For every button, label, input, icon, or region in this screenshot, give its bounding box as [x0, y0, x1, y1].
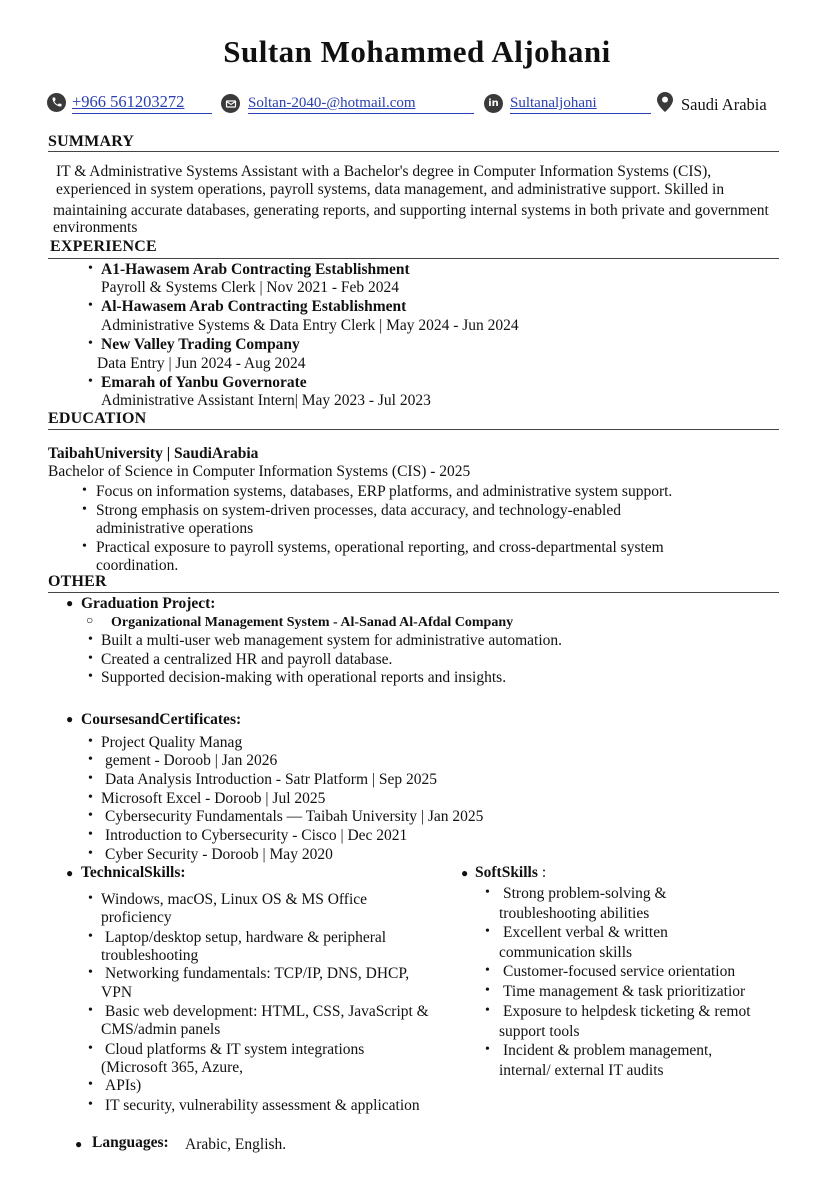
project-point: Supported decision-making with operational reports and insights. — [101, 669, 507, 686]
technical-skills-title: TechnicalSkills: — [81, 864, 186, 881]
soft-skill-line: support tools — [499, 1023, 580, 1040]
project-point: Built a multi-user web management system for administrative automation. — [101, 632, 563, 649]
graduation-project-title: Graduation Project: — [81, 595, 216, 612]
experience-company: A1-Hawasem Arab Contracting Establishment — [101, 261, 410, 278]
technical-skill-line: Windows, macOS, Linux OS & MS Office — [101, 891, 368, 908]
location-pin-icon — [657, 92, 673, 117]
courses-title: CoursesandCertificates: — [81, 711, 242, 728]
education-heading: EDUCATION — [48, 410, 147, 427]
education-degree: Bachelor of Science in Computer Information Systems (CIS) - 2025 — [48, 463, 471, 480]
technical-skill-line: IT security, vulnerability assessment & application — [105, 1097, 420, 1114]
course-item: Introduction to Cybersecurity - Cisco | Dec 2021 — [105, 827, 408, 844]
summary-line: experienced in system operations, payroll systems, data management, and administrative support. Skilled in — [56, 181, 725, 198]
soft-skill-line: Exposure to helpdesk ticketing & remot — [503, 1003, 751, 1020]
education-school: TaibahUniversity | SaudiArabia — [48, 445, 259, 462]
soft-skill-line: internal/ external IT audits — [499, 1062, 664, 1079]
technical-skill-line: APIs) — [105, 1077, 142, 1094]
soft-skills-title: SoftSkills : — [475, 864, 547, 881]
experience-role: Administrative Assistant Intern| May 2023 - Jul 2023 — [101, 392, 431, 409]
summary-line: IT & Administrative Systems Assistant with a Bachelor's degree in Computer Information Systems (CIS), — [56, 163, 712, 180]
technical-skill-line: Networking fundamentals: TCP/IP, DNS, DHCP, — [105, 965, 410, 982]
linkedin-contact[interactable] — [484, 94, 597, 113]
experience-role: Data Entry | Jun 2024 - Aug 2024 — [97, 355, 306, 372]
other-heading: OTHER — [48, 573, 107, 590]
project-point: Created a centralized HR and payroll database. — [101, 651, 393, 668]
soft-skill-line: Customer-focused service orientation — [503, 963, 736, 980]
graduation-project-name: Organizational Management System - Al-Sanad Al-Afdal Company — [111, 615, 514, 630]
experience-company: Al-Hawasem Arab Contracting Establishment — [101, 298, 407, 315]
technical-skill-line: Laptop/desktop setup, hardware & peripheral — [105, 929, 387, 946]
technical-skill-line: proficiency — [101, 909, 172, 926]
education-point: Strong emphasis on system-driven processes, data accuracy, and technology-enabled — [96, 502, 621, 519]
summary-line: maintaining accurate databases, generating reports, and supporting internal systems in both private and government — [53, 202, 769, 219]
page-title: Sultan Mohammed Aljohani — [223, 34, 611, 69]
phone-link[interactable]: +966 561203272 — [72, 92, 185, 111]
phone-icon — [47, 93, 66, 112]
experience-role: Payroll & Systems Clerk | Nov 2021 - Feb 2024 — [101, 279, 400, 296]
location-contact — [657, 92, 767, 117]
linkedin-link[interactable]: Sultanaljohani — [510, 95, 597, 111]
soft-skill-line: Strong problem-solving & — [503, 885, 667, 902]
education-point: coordination. — [96, 557, 179, 574]
course-item: Cybersecurity Fundamentals — Taibah University | Jan 2025 — [105, 808, 484, 825]
languages-label: Languages: — [92, 1134, 169, 1151]
experience-role: Administrative Systems & Data Entry Clerk | May 2024 - Jun 2024 — [101, 317, 519, 334]
phone-contact[interactable] — [47, 92, 184, 112]
technical-skill-line: (Microsoft 365, Azure, — [101, 1059, 244, 1076]
education-point: Focus on information systems, databases, ERP platforms, and administrative system support. — [96, 483, 673, 500]
technical-skill-line: CMS/admin panels — [101, 1021, 221, 1038]
soft-skill-line: communication skills — [499, 944, 633, 961]
course-item: Data Analysis Introduction - Satr Platform | Sep 2025 — [105, 771, 438, 788]
email-link[interactable]: Soltan-2040-@hotmail.com — [248, 95, 416, 111]
email-icon — [221, 94, 240, 113]
soft-skill-line: Time management & task prioritizatior — [503, 983, 746, 1000]
soft-skill-line: troubleshooting abilities — [499, 905, 650, 922]
course-item: gement - Doroob | Jan 2026 — [105, 752, 278, 769]
location-text: Saudi Arabia — [681, 94, 767, 114]
experience-company: New Valley Trading Company — [101, 336, 300, 353]
course-item: Project Quality Manag — [101, 734, 243, 751]
education-point: Practical exposure to payroll systems, operational reporting, and cross-departmental system — [96, 539, 664, 556]
summary-line: environments — [53, 219, 138, 236]
technical-skill-line: troubleshooting — [101, 947, 199, 964]
course-item: Cyber Security - Doroob | May 2020 — [105, 846, 333, 863]
email-contact[interactable] — [221, 94, 416, 113]
summary-heading: SUMMARY — [48, 133, 135, 150]
linkedin-icon: in — [484, 94, 503, 113]
course-item: Microsoft Excel - Doroob | Jul 2025 — [101, 790, 326, 807]
soft-skill-line: Excellent verbal & written — [503, 924, 668, 941]
education-point: administrative operations — [96, 520, 254, 537]
technical-skill-line: VPN — [101, 984, 133, 1001]
technical-skill-line: Cloud platforms & IT system integrations — [105, 1041, 365, 1058]
languages-value: Arabic, English. — [185, 1136, 287, 1153]
technical-skill-line: Basic web development: HTML, CSS, JavaScript & — [105, 1003, 429, 1020]
experience-company: Emarah of Yanbu Governorate — [101, 374, 307, 391]
experience-heading: EXPERIENCE — [50, 238, 157, 255]
soft-skill-line: Incident & problem management, — [503, 1042, 713, 1059]
